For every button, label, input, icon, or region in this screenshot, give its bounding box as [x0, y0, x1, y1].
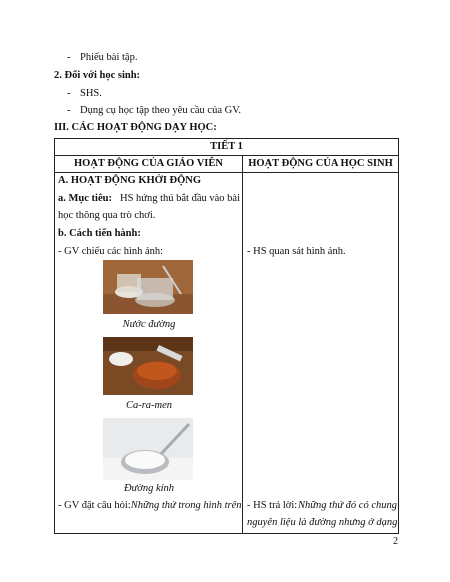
student-answer: - HS trả lời: Những thứ đó có chung [247, 500, 397, 511]
column-header-student: HOẠT ĐỘNG CỦA HỌC SINH [243, 156, 399, 173]
image-caption: Ca-ra-men [125, 400, 173, 411]
goal-line: a. Mục tiêu: HS hứng thú bắt đầu vào bài [58, 193, 240, 204]
teacher-question: - GV đặt câu hỏi: Những thứ trong hình trên [58, 500, 242, 511]
sugar-water-image [103, 260, 193, 314]
column-header-teacher: HOẠT ĐỘNG CỦA GIÁO VIÊN [55, 156, 243, 173]
document-page: - Phiếu bài tập. 2. Đối với học sinh: - SHS. - Dụng cụ học tập theo yêu cầu của GV. III. CÁC HOẠT ĐỘNG DẠY HỌC: TIẾT 1 HOẠT ĐỘNG CỦA GIÁO VIÊN HOẠT ĐỘNG CỦA HỌC SINH A. HOẠT ĐỘNG KHỞI ĐỘNG a. Mục tiêu: HS hứng thú bắt đầu vào bài học thông qua trò chơi. b. Cách tiến hành: - GV chiếu các hình ảnh: Nước đường Ca-ra-men Đường kính - GV đặt câu hỏi: Những thứ trong hình trên - HS quan sát hình ảnh. - HS trả lời: Những thứ đó có chung nguyên liệu là đường nhưng ở dạng 2 [54, 52, 398, 547]
student-observe: - HS quan sát hình ảnh. [247, 246, 346, 257]
page-number: 2 [393, 536, 398, 547]
goal-line-2: học thông qua trò chơi. [58, 210, 156, 221]
section-heading: A. HOẠT ĐỘNG KHỞI ĐỘNG [58, 175, 202, 186]
table-title: TIẾT 1 [55, 139, 399, 156]
lesson-table [54, 138, 399, 534]
heading-activities: III. CÁC HOẠT ĐỘNG DẠY HỌC: [54, 122, 217, 133]
caramel-image [103, 337, 193, 395]
student-answer-line-2: nguyên liệu là đường nhưng ở dạng [247, 517, 398, 528]
student-activity-cell [243, 173, 399, 534]
teacher-activity-cell [55, 173, 243, 534]
method-heading: b. Cách tiến hành: [58, 228, 141, 239]
teacher-instruction: - GV chiếu các hình ảnh: [58, 246, 164, 257]
image-caption: Nước đường [122, 319, 176, 330]
heading-students: 2. Đối với học sinh: [54, 70, 141, 81]
image-caption: Đường kính [123, 483, 175, 494]
granulated-sugar-image [103, 418, 193, 480]
